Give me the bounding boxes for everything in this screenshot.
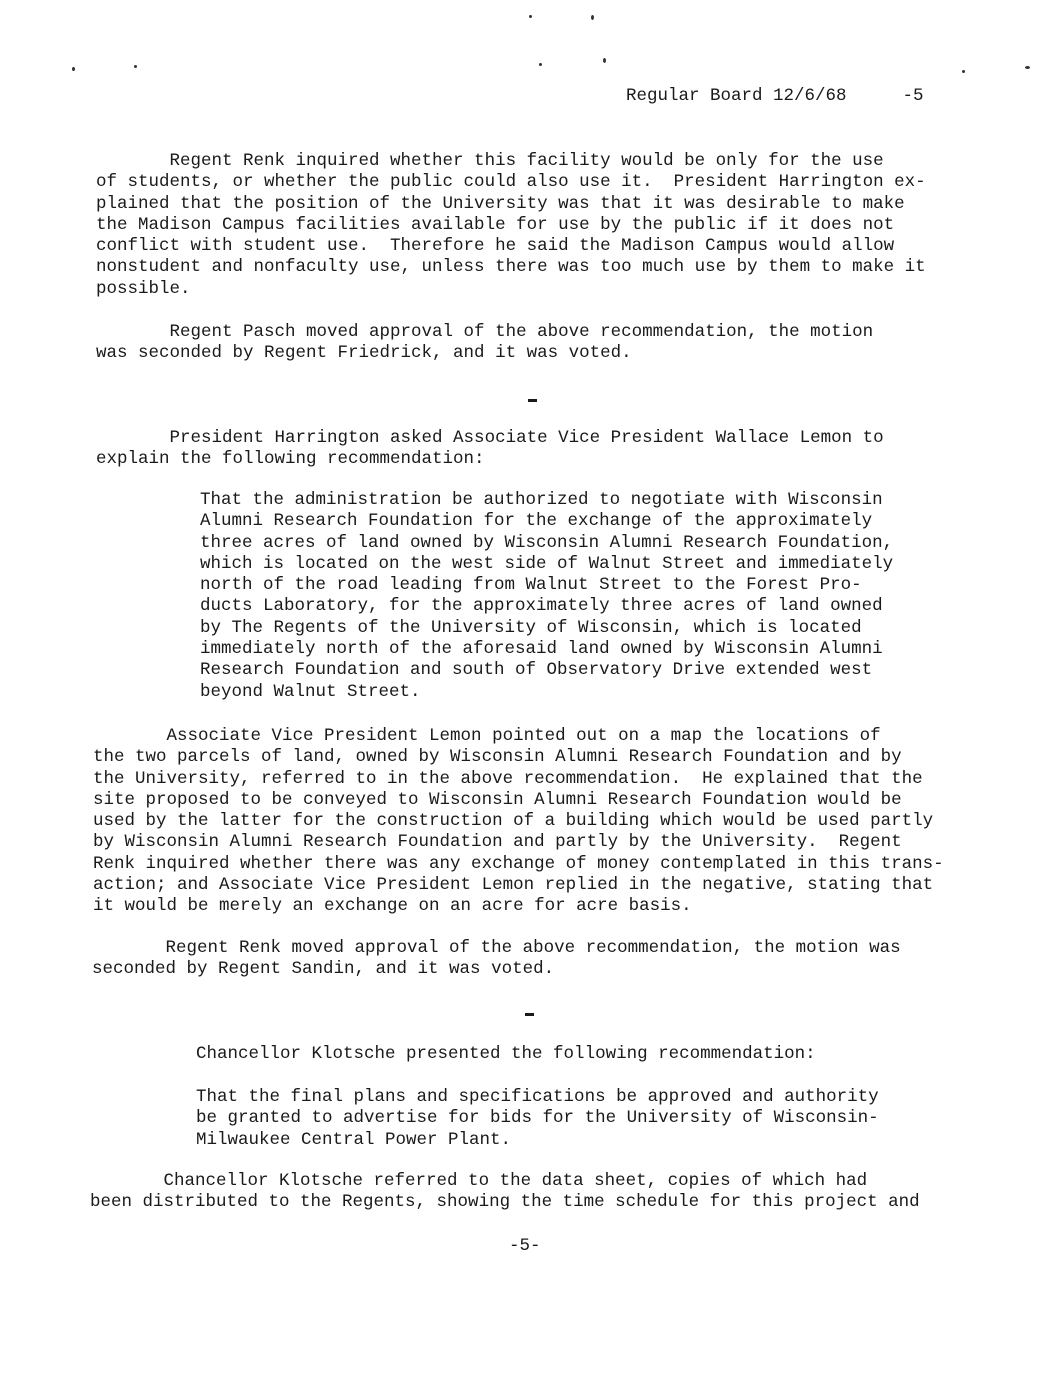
page-footer-number: -5- xyxy=(509,1236,541,1256)
scan-speck xyxy=(539,63,542,66)
scan-speck xyxy=(591,15,594,20)
header-title: Regular Board 12/6/68 xyxy=(626,86,847,106)
scan-speck xyxy=(962,70,965,73)
paragraph-harrington-request: President Harrington asked Associate Vice President Wallace Lemon to explain the following recommendation: xyxy=(96,428,884,470)
scan-speck xyxy=(134,65,137,68)
paragraph-public-use: Regent Renk inquired whether this facility would be only for the use of students, or whether the public could also use it. President Harrington ex- plained that the position of the University was that it was desirable to make the Madison Campus facilities available for use by the public if it does not conflict with student use. Therefore he said the Madison Campus would allow nonstudent and nonfaculty use, unless there was too much use by them to make it possible. xyxy=(96,151,926,299)
page-header xyxy=(626,86,924,106)
recommendation-land-exchange: That the administration be authorized to negotiate with Wisconsin Alumni Research Foundation for the exchange of the approximately three acres of land owned by Wisconsin Alumni Research Foundation, which is located on the west side of Walnut Street and immediately north of the road leading from Walnut Street to the Forest Pro- ducts Laboratory, for the approximately three acres of land owned by The Regents of the University of Wisconsin, which is located immediately north of the aforesaid land owned by Wisconsin Alumni Research Foundation and south of Observatory Drive extended west beyond Walnut Street. xyxy=(200,490,894,702)
paragraph-klotsche-data-sheet: Chancellor Klotsche referred to the data sheet, copies of which had been distributed to the Regents, showing the time schedule for this project and xyxy=(90,1171,920,1213)
section-separator xyxy=(528,399,537,402)
paragraph-lemon-explanation: Associate Vice President Lemon pointed out on a map the locations of the two parcels of land, owned by Wisconsin Alumni Research Foundation and by the University, referred to in the above recommendation. He explained that the site proposed to be conveyed to Wisconsin Alumni Research Foundation would be used by the latter for the construction of a building which would be used partly by Wisconsin Alumni Research Foundation and partly by the University. Regent Renk inquired whether there was any exchange of money contemplated in this trans- action; and Associate Vice President Lemon replied in the negative, stating that it would be merely an exchange on an acre for acre basis. xyxy=(93,726,944,917)
section-separator xyxy=(525,1013,534,1016)
scan-speck xyxy=(72,67,75,71)
header-page-number: -5 xyxy=(902,86,924,106)
paragraph-renk-motion: Regent Renk moved approval of the above recommendation, the motion was seconded by Regent Sandin, and it was voted. xyxy=(92,938,901,980)
scan-speck xyxy=(1025,66,1030,69)
scan-speck xyxy=(603,58,606,63)
scan-speck xyxy=(529,15,532,18)
paragraph-pasch-motion: Regent Pasch moved approval of the above recommendation, the motion was seconded by Regent Friedrick, and it was voted. xyxy=(96,322,874,364)
recommendation-power-plant: That the final plans and specifications be approved and authority be granted to advertise for bids for the University of Wisconsin- Milwaukee Central Power Plant. xyxy=(196,1087,879,1150)
paragraph-klotsche-presented: Chancellor Klotsche presented the following recommendation: xyxy=(196,1044,816,1064)
